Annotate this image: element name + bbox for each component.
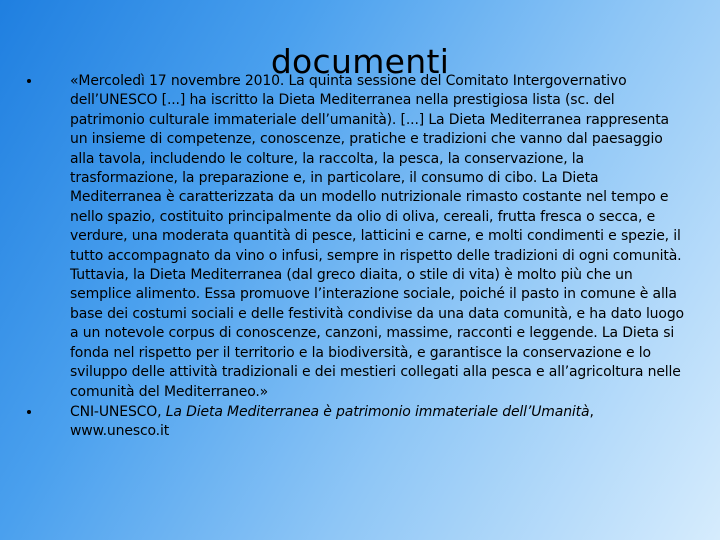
source-prefix: CNI-UNESCO, (70, 403, 166, 420)
bullet-item-quote (36, 72, 686, 402)
bullet-dot-icon (27, 79, 31, 83)
bullet-list (36, 72, 686, 442)
source-citation (70, 403, 686, 442)
source-suffix: , www.unesco.it (70, 403, 594, 440)
bullet-item-source (36, 403, 686, 442)
quote-text: «Mercoledì 17 novembre 2010. La quinta sessione del Comitato Intergovernativo dell’UNESCO [...] ha iscritto la Dieta Mediterranea nella prestigiosa lista (sc. del patrimonio culturale immateriale dell’umanità). [...] La Dieta Mediterranea rappresenta un insieme di competenze, conoscenze, pratiche e tradizioni che vanno dal paesaggio alla tavola, includendo le colture, la raccolta, la pesca, la conservazione, la trasformazione, la preparazione e, in particolare, il consumo di cibo. La Dieta Mediterranea è caratterizzata da un modello nutrizionale rimasto costante nel tempo e nello spazio, costituito principalmente da olio di oliva, cereali, frutta fresca o secca, e verdure, una moderata quantità di pesce, latticini e carne, e molti condimenti e spezie, il tutto accompagnato da vino o infusi, sempre in rispetto delle tradizioni di ogni comunità. Tuttavia, la Dieta Mediterranea (dal greco diaita, o stile di vita) è molto più che un semplice alimento. Essa promuove l’interazione sociale, poiché il pasto in comune è alla base dei costumi sociali e delle festività condivise da una data comunità, e ha dato luogo a un notevole corpus di conoscenze, canzoni, massime, racconti e leggende. La Dieta si fonda nel rispetto per il territorio e la biodiversità, e garantisce la conservazione e lo sviluppo delle attività tradizionali e dei mestieri collegati alla pesca e all’agricoltura nelle comunità del Mediterraneo.» (70, 73, 684, 400)
source-title: La Dieta Mediterranea è patrimonio immateriale dell’Umanità (165, 403, 590, 420)
bullet-dot-icon (27, 410, 31, 414)
slide-title: documenti (270, 42, 450, 82)
